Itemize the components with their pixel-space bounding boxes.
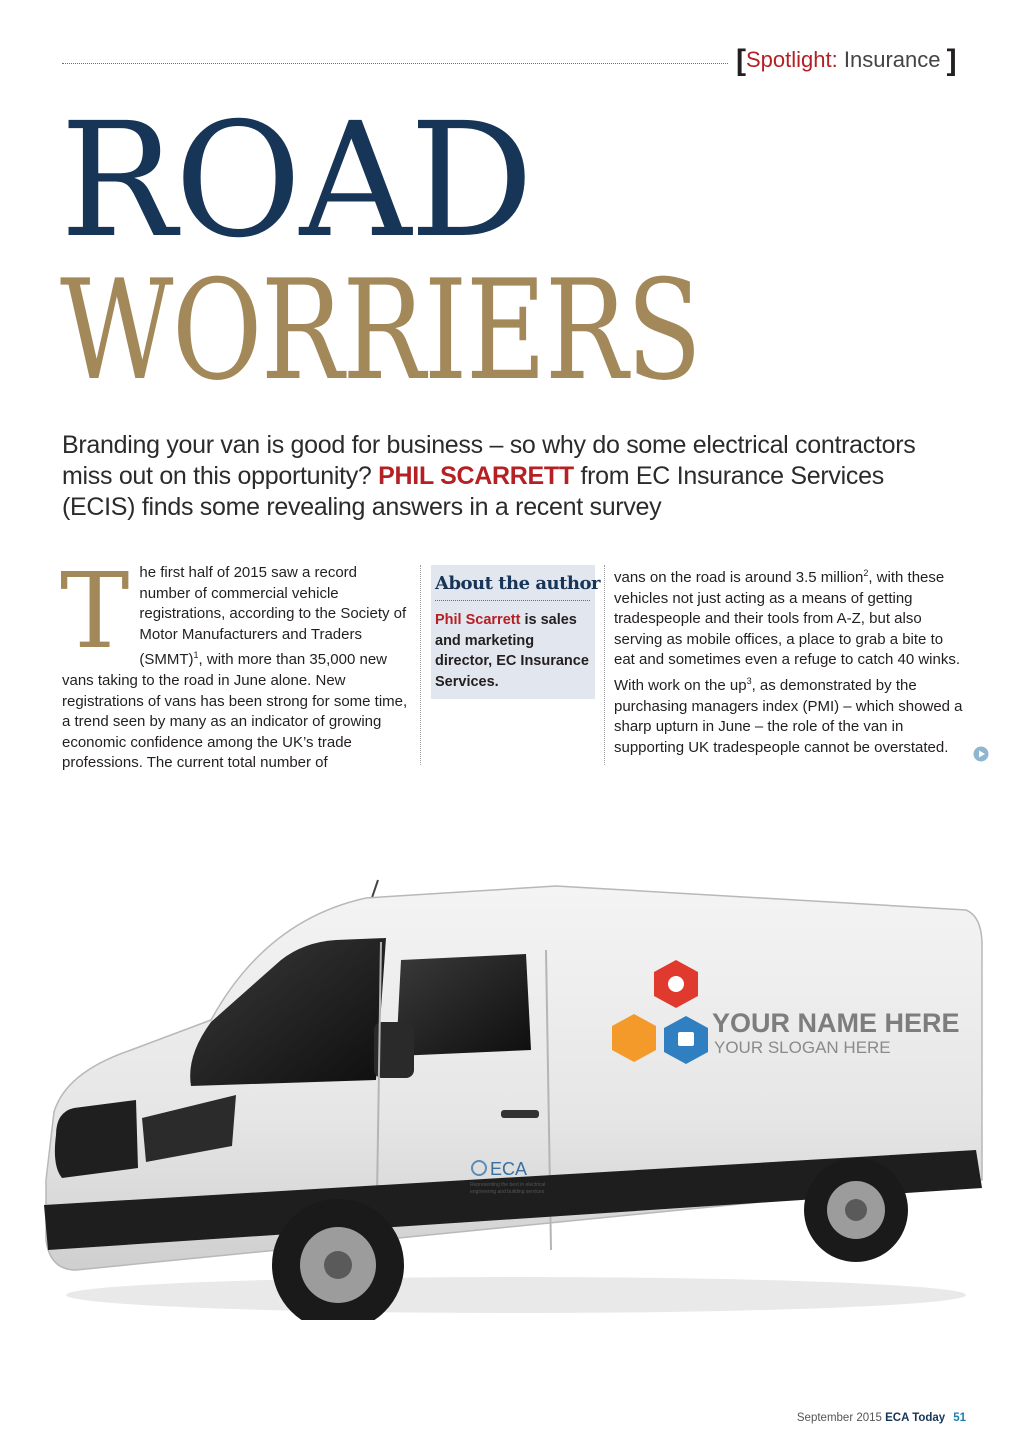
standfirst-tail: from EC Insurance Services (ECIS) finds some revealing answers in a recent survey bbox=[62, 462, 884, 521]
headline-line-2: WORRIERS bbox=[60, 250, 701, 411]
body-column-3 bbox=[614, 563, 966, 758]
standfirst bbox=[62, 430, 962, 523]
section-bracket-open: [ bbox=[736, 44, 746, 77]
footnote-ref: 2 bbox=[863, 568, 869, 578]
body-col3-text-a: vans on the road is around 3.5 million bbox=[614, 569, 864, 586]
section-category: Spotlight: bbox=[746, 47, 838, 72]
play-arrow-icon bbox=[973, 746, 989, 762]
byline-author: PHIL SCARRETT bbox=[378, 462, 574, 490]
about-author-bio: is sales and marketing director, EC Insurance Services. bbox=[435, 612, 589, 690]
body-column-1 bbox=[60, 550, 412, 774]
standfirst-lead: Branding your van is good for business – so why do some electrical contractors miss out on this opportunity? bbox=[62, 431, 916, 490]
footnote-ref: 1 bbox=[193, 650, 199, 661]
about-author-box bbox=[431, 565, 600, 699]
page-footer bbox=[760, 1412, 966, 1424]
van-brand-name: YOUR NAME HERE bbox=[712, 1008, 960, 1038]
section-bracket-close: ] bbox=[946, 44, 957, 77]
body-col3-text-c: , as demonstrated by the purchasing managers index (PMI) – which showed a sharp upturn in June – the role of the van in supporting UK tradespeople cannot be overstated. bbox=[614, 676, 963, 756]
van-illustration bbox=[36, 850, 986, 1320]
headline-line-1: ROAD bbox=[60, 89, 532, 273]
footer-magazine: ECA Today bbox=[885, 1412, 946, 1424]
drop-cap: T bbox=[60, 550, 130, 672]
header-rule bbox=[62, 63, 728, 64]
footnote-ref: 3 bbox=[746, 675, 752, 686]
section-topic: Insurance bbox=[843, 47, 941, 72]
column-divider bbox=[604, 565, 605, 765]
section-tag bbox=[736, 44, 966, 84]
van-door-tagline-1: Representing the best in electrical bbox=[470, 1182, 546, 1188]
about-author-text bbox=[435, 610, 590, 692]
footer-date: September 2015 bbox=[796, 1412, 882, 1424]
about-author-name: Phil Scarrett bbox=[435, 612, 521, 628]
body-col1-text-b: , with more than 35,000 new vans taking to the road in June alone. New registrations of vans has been strong for some time, a trend seen by many as an indicator of growing economic confidence among the UK’s trade professions. The current total number of bbox=[62, 651, 408, 772]
about-author-heading: About the author bbox=[435, 573, 590, 601]
van-door-tagline-2: engineering and building services bbox=[470, 1189, 545, 1195]
van-brand-slogan: YOUR SLOGAN HERE bbox=[714, 1038, 891, 1057]
page-number: 51 bbox=[953, 1412, 966, 1424]
van-door-logo: ECA bbox=[490, 1159, 528, 1179]
body-col1-text-a: he first half of 2015 saw a record number of commercial vehicle registrations, according to the Society of Motor Manufacturers and Traders (SMMT) bbox=[139, 564, 407, 669]
body-col3-text-b: , with these vehicles not just acting as a means of getting tradespeople and their tools from A-Z, but also serving as mobile offices, a place to grab a bite to eat and sometimes even a refuge to catch 40 winks. With work on the up bbox=[614, 569, 961, 694]
column-divider bbox=[420, 565, 421, 765]
